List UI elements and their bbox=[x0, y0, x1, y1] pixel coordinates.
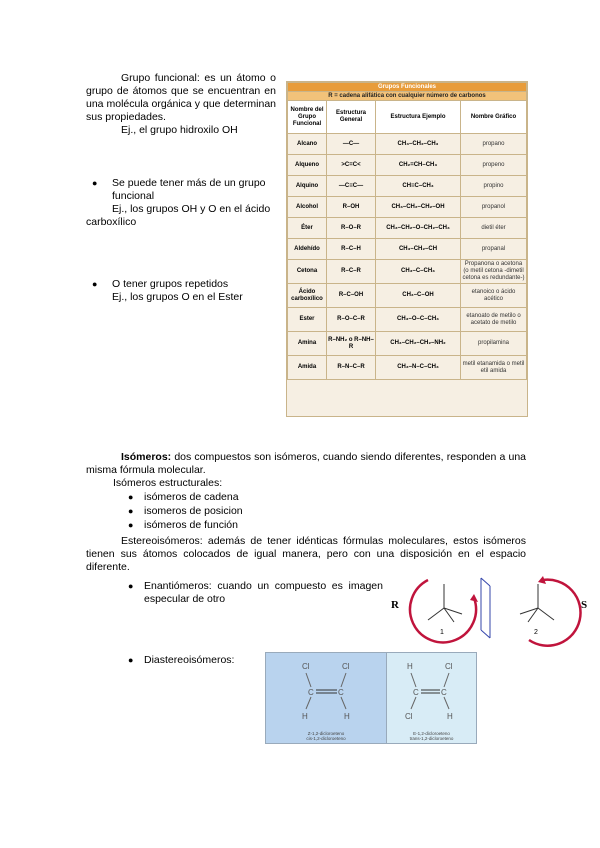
trans-molecule bbox=[387, 653, 476, 723]
table-subtitle: R = cadena alifática con cualquier número de carbonos bbox=[288, 92, 527, 101]
bullet-icon: ● bbox=[128, 492, 134, 502]
isomeros-definition bbox=[86, 451, 526, 477]
bullet-enantiomeros bbox=[128, 580, 383, 606]
grupo-funcional-definition: Grupo funcional: es un átomo o grupo de átomos que se encuentran en una molécula orgánica y que determinan sus propiedades. bbox=[86, 72, 276, 123]
bond-line bbox=[411, 673, 416, 687]
table-row bbox=[288, 308, 527, 332]
row-example: CH₃–CH₂–CH₂–OH bbox=[376, 197, 461, 218]
cis-caption bbox=[266, 731, 386, 741]
cis-caption-line2: cis-1,2-dicloroeteno bbox=[306, 736, 346, 741]
row-example: CH₃–CH₂–CH₃ bbox=[376, 134, 461, 155]
row-general: R–C–OH bbox=[327, 284, 376, 308]
col-header-grafico: Nombre Gráfico bbox=[461, 101, 527, 134]
table-row bbox=[288, 239, 527, 260]
functional-groups-table bbox=[286, 81, 528, 417]
table-row bbox=[288, 176, 527, 197]
atom-c: C bbox=[441, 688, 447, 697]
row-grafico: Propanona o acetona (o metil cetona -dimetil cetona es redundante-) bbox=[461, 260, 527, 284]
enantiomer-s-label: S bbox=[581, 599, 588, 611]
bond-line bbox=[444, 697, 449, 709]
row-name: Éter bbox=[288, 218, 327, 239]
row-name: Amida bbox=[288, 356, 327, 380]
table-row bbox=[288, 218, 527, 239]
bullet-icon: ● bbox=[128, 581, 134, 591]
atom-h: H bbox=[302, 712, 308, 721]
row-grafico: metil etanamida o metil etil amida bbox=[461, 356, 527, 380]
bond-line bbox=[428, 608, 444, 620]
atom-cl: Cl bbox=[302, 662, 310, 671]
diastereoisomeros-text: Diastereoisómeros: bbox=[144, 654, 235, 666]
row-name: Alcohol bbox=[288, 197, 327, 218]
row-grafico: etanoico o ácido acético bbox=[461, 284, 527, 308]
bond-line bbox=[306, 673, 311, 687]
enantiomer-number-2: 2 bbox=[534, 629, 538, 636]
bullet-icon: ● bbox=[92, 279, 98, 289]
row-example: CH₃–CH₂–CH bbox=[376, 239, 461, 260]
cis-isomer-panel bbox=[265, 652, 387, 744]
row-name: Ester bbox=[288, 308, 327, 332]
row-grafico: propanol bbox=[461, 197, 527, 218]
arrow-r-head-icon bbox=[470, 594, 478, 602]
trans-isomer-panel bbox=[386, 652, 477, 744]
table-row bbox=[288, 155, 527, 176]
bullet-icon: ● bbox=[92, 178, 98, 188]
bullet-text: O tener grupos repetidos bbox=[112, 278, 229, 290]
trans-caption-line1: E-1,2-dicloroeteno bbox=[413, 731, 450, 736]
isomeros-def-text: dos compuestos son isómeros, cuando siendo diferentes, responden a una misma fórmula molecular. bbox=[86, 451, 526, 476]
trans-caption bbox=[387, 731, 476, 741]
row-general: R–OH bbox=[327, 197, 376, 218]
row-name: Alquino bbox=[288, 176, 327, 197]
example-ester: Ej., los grupos O en el Ester bbox=[112, 291, 243, 303]
row-example: CH₂=CH–CH₃ bbox=[376, 155, 461, 176]
row-grafico: propeno bbox=[461, 155, 527, 176]
row-example: CH₃–CH₂–O–CH₂–CH₃ bbox=[376, 218, 461, 239]
row-general: R–NH₂ o R–NH–R bbox=[327, 332, 376, 356]
bullet-diastereoisomeros bbox=[128, 654, 234, 667]
row-general: R–O–C–R bbox=[327, 308, 376, 332]
list-item-text: isómeros de cadena bbox=[144, 491, 239, 503]
row-grafico: propano bbox=[461, 134, 527, 155]
table-row bbox=[288, 356, 527, 380]
estereoisomeros-text: Estereoisómeros: además de tener idénticas fórmulas moleculares, estos isómeros tienen sus átomos colocados de igual manera, pero con una disposición en el espacio diferente. bbox=[86, 535, 526, 573]
table-row bbox=[288, 332, 527, 356]
row-general: —C— bbox=[327, 134, 376, 155]
mirror-line bbox=[481, 578, 490, 586]
atom-c: C bbox=[308, 688, 314, 697]
enantiomer-number-1: 1 bbox=[440, 629, 444, 636]
isomeros-list bbox=[122, 491, 422, 533]
atom-cl: Cl bbox=[405, 712, 413, 721]
table-row bbox=[288, 260, 527, 284]
col-header-general: Estructura General bbox=[327, 101, 376, 134]
enantiomer-figure bbox=[388, 572, 592, 654]
cis-caption-line1: Z-1,2-dicloroeteno bbox=[307, 731, 345, 736]
list-item bbox=[122, 519, 422, 533]
trans-caption-line2: trans-1,2-dicloroeteno bbox=[409, 736, 454, 741]
atom-cl: Cl bbox=[342, 662, 350, 671]
example-acido: Ej., los grupos OH y O en el ácido carboxílico bbox=[86, 203, 271, 228]
atom-cl: Cl bbox=[445, 662, 453, 671]
bullet-text: Se puede tener más de un grupo funcional bbox=[112, 177, 266, 202]
bullet-icon: ● bbox=[128, 520, 134, 530]
enantiomer-r-label: R bbox=[391, 599, 399, 611]
isomeros-estructurales: Isómeros estructurales: bbox=[113, 477, 223, 489]
bullet-mas-de-un-grupo bbox=[86, 177, 286, 229]
list-item-text: isomeros de posicion bbox=[144, 505, 243, 517]
row-general: R–C–H bbox=[327, 239, 376, 260]
enantiomeros-text: Enantiómeros: cuando un compuesto es imagen especular de otro bbox=[144, 580, 383, 605]
row-general: >C=C< bbox=[327, 155, 376, 176]
bond-line bbox=[538, 608, 554, 620]
row-name: Ácido carboxílico bbox=[288, 284, 327, 308]
atom-c: C bbox=[413, 688, 419, 697]
atom-h: H bbox=[344, 712, 350, 721]
bond-line bbox=[341, 697, 346, 709]
bullet-icon: ● bbox=[128, 655, 134, 665]
row-name: Amina bbox=[288, 332, 327, 356]
row-grafico: dietil éter bbox=[461, 218, 527, 239]
isomeros-bold: Isómeros: bbox=[121, 451, 172, 463]
list-item bbox=[122, 505, 422, 519]
bond-line bbox=[411, 697, 416, 709]
bond-line bbox=[444, 673, 449, 687]
row-example: CH₃–C–OH bbox=[376, 284, 461, 308]
row-name: Alcano bbox=[288, 134, 327, 155]
row-example: CH≡C–CH₃ bbox=[376, 176, 461, 197]
row-general: —C≡C— bbox=[327, 176, 376, 197]
table-row bbox=[288, 284, 527, 308]
atom-c: C bbox=[338, 688, 344, 697]
row-general: R–O–R bbox=[327, 218, 376, 239]
table-row bbox=[288, 134, 527, 155]
row-grafico: propino bbox=[461, 176, 527, 197]
row-grafico: propanal bbox=[461, 239, 527, 260]
col-header-nombre: Nombre del Grupo Funcional bbox=[288, 101, 327, 134]
atom-h: H bbox=[447, 712, 453, 721]
list-item bbox=[122, 491, 422, 505]
row-example: CH₃–CH₂–CH₂–NH₂ bbox=[376, 332, 461, 356]
row-example: CH₃–C–CH₃ bbox=[376, 260, 461, 284]
bullet-repetidos bbox=[86, 278, 286, 304]
row-grafico: etanoato de metilo o acetato de metilo bbox=[461, 308, 527, 332]
row-general: R–N–C–R bbox=[327, 356, 376, 380]
row-example: CH₃–N–C–CH₃ bbox=[376, 356, 461, 380]
atom-h: H bbox=[407, 662, 413, 671]
row-general: R–C–R bbox=[327, 260, 376, 284]
bullet-icon: ● bbox=[128, 506, 134, 516]
table-title: Grupos Funcionales bbox=[288, 83, 527, 92]
list-item-text: isómeros de función bbox=[144, 519, 238, 531]
bond-line bbox=[306, 697, 311, 709]
cis-molecule bbox=[266, 653, 386, 723]
grupo-funcional-section bbox=[86, 72, 276, 137]
bond-line bbox=[341, 673, 346, 687]
row-grafico: propilamina bbox=[461, 332, 527, 356]
example-hidroxilo: Ej., el grupo hidroxilo OH bbox=[121, 124, 238, 136]
mirror-line bbox=[481, 630, 490, 638]
table-row bbox=[288, 197, 527, 218]
row-example: CH₃–O–C–CH₃ bbox=[376, 308, 461, 332]
row-name: Alqueno bbox=[288, 155, 327, 176]
col-header-ejemplo: Estructura Ejemplo bbox=[376, 101, 461, 134]
row-name: Aldehído bbox=[288, 239, 327, 260]
row-name: Cetona bbox=[288, 260, 327, 284]
estereoisomeros-definition bbox=[86, 535, 526, 574]
